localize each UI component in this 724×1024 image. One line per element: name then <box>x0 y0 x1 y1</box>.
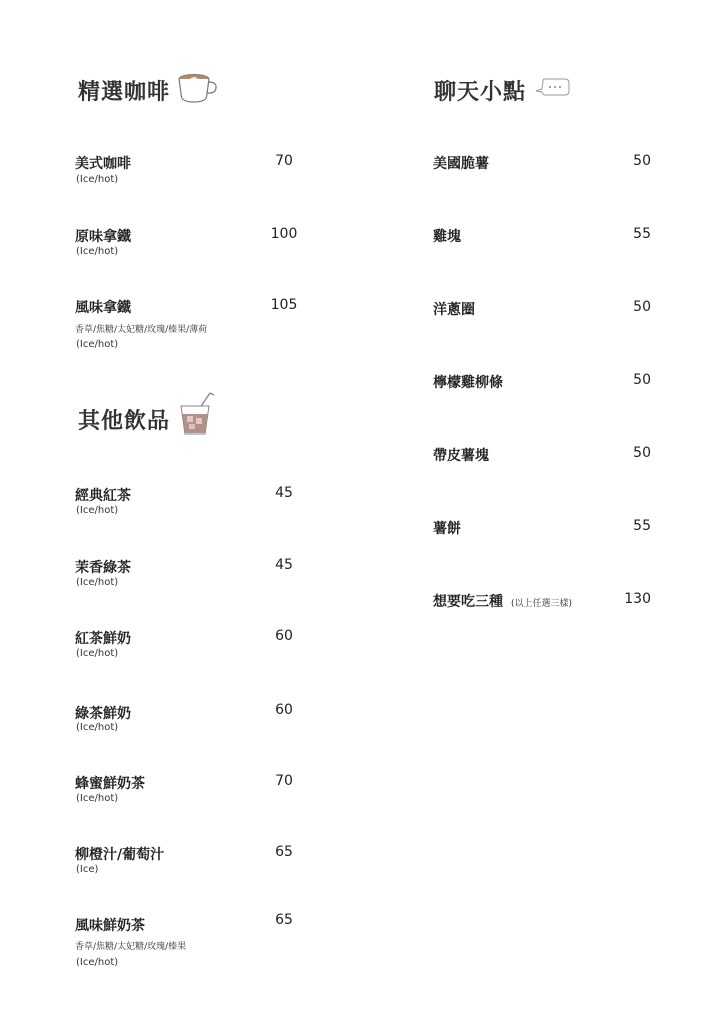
menu-item-temp: (Ice/hot) <box>76 505 119 516</box>
snack-item-price: 50 <box>633 153 651 169</box>
snack-item-name: 檸檬雞柳條 <box>433 375 503 391</box>
snack-combo-note: (以上任選三樣) <box>511 599 573 609</box>
snack-combo-label: 想要吃三種 <box>433 594 503 610</box>
snack-item-price: 130 <box>624 591 651 607</box>
menu-item-temp: (Ice/hot) <box>76 339 119 350</box>
snacks-section-title: 聊天小點 <box>434 79 527 105</box>
menu-item-price: 45 <box>275 485 293 501</box>
menu-item-price: 45 <box>275 557 293 573</box>
menu-item-flavors: 香草/焦糖/太妃糖/玫瑰/榛果/薄荷 <box>75 325 208 335</box>
snack-item-name <box>433 591 572 611</box>
menu-item-temp: (Ice) <box>76 864 99 875</box>
menu-item-price: 70 <box>275 773 293 789</box>
snack-item-price: 55 <box>633 518 651 534</box>
snack-item-price: 50 <box>633 445 651 461</box>
menu-item-price: 65 <box>275 844 293 860</box>
latte-cup-icon <box>176 70 220 110</box>
menu-item-name: 經典紅茶 <box>75 488 131 504</box>
menu-item-price: 105 <box>270 297 298 313</box>
coffee-section-title: 精選咖啡 <box>78 79 171 105</box>
menu-item-price: 65 <box>275 912 293 928</box>
menu-item-price: 60 <box>275 628 293 644</box>
menu-item-name: 茉香綠茶 <box>75 560 131 576</box>
menu-item-temp: (Ice/hot) <box>76 174 119 185</box>
snack-item-name: 薯餅 <box>433 521 461 537</box>
menu-item-temp: (Ice/hot) <box>76 722 119 733</box>
menu-item-temp: (Ice/hot) <box>76 246 119 257</box>
snack-item-price: 50 <box>633 299 651 315</box>
iced-drink-icon <box>176 390 216 442</box>
menu-item-price: 60 <box>275 702 293 718</box>
menu-item-name: 紅茶鮮奶 <box>75 631 131 647</box>
menu-item-name: 柳橙汁/葡萄汁 <box>75 847 165 863</box>
drinks-section-title: 其他飲品 <box>78 408 171 434</box>
menu-item-name: 蜂蜜鮮奶茶 <box>75 776 145 792</box>
snack-item-name: 帶皮薯塊 <box>433 448 489 464</box>
menu-item-temp: (Ice/hot) <box>76 957 119 968</box>
menu-item-price: 70 <box>275 153 293 169</box>
snack-item-price: 55 <box>633 226 651 242</box>
menu-item-flavors: 香草/焦糖/太妃糖/玫瑰/榛果 <box>75 942 187 952</box>
menu-item-name: 美式咖啡 <box>75 156 131 172</box>
menu-item-temp: (Ice/hot) <box>76 577 119 588</box>
menu-item-name: 風味拿鐵 <box>75 300 131 316</box>
snack-item-name: 洋蔥圈 <box>433 302 475 318</box>
menu-item-name: 綠茶鮮奶 <box>75 706 131 722</box>
menu-item-name: 風味鮮奶茶 <box>75 918 145 934</box>
menu-item-price: 100 <box>270 226 298 242</box>
menu-item-temp: (Ice/hot) <box>76 793 119 804</box>
menu-item-temp: (Ice/hot) <box>76 648 119 659</box>
menu-item-name: 原味拿鐵 <box>75 229 131 245</box>
snack-item-name: 雞塊 <box>433 229 461 245</box>
speech-bubble-icon <box>534 77 572 105</box>
snack-item-name: 美國脆薯 <box>433 156 489 172</box>
snack-item-price: 50 <box>633 372 651 388</box>
